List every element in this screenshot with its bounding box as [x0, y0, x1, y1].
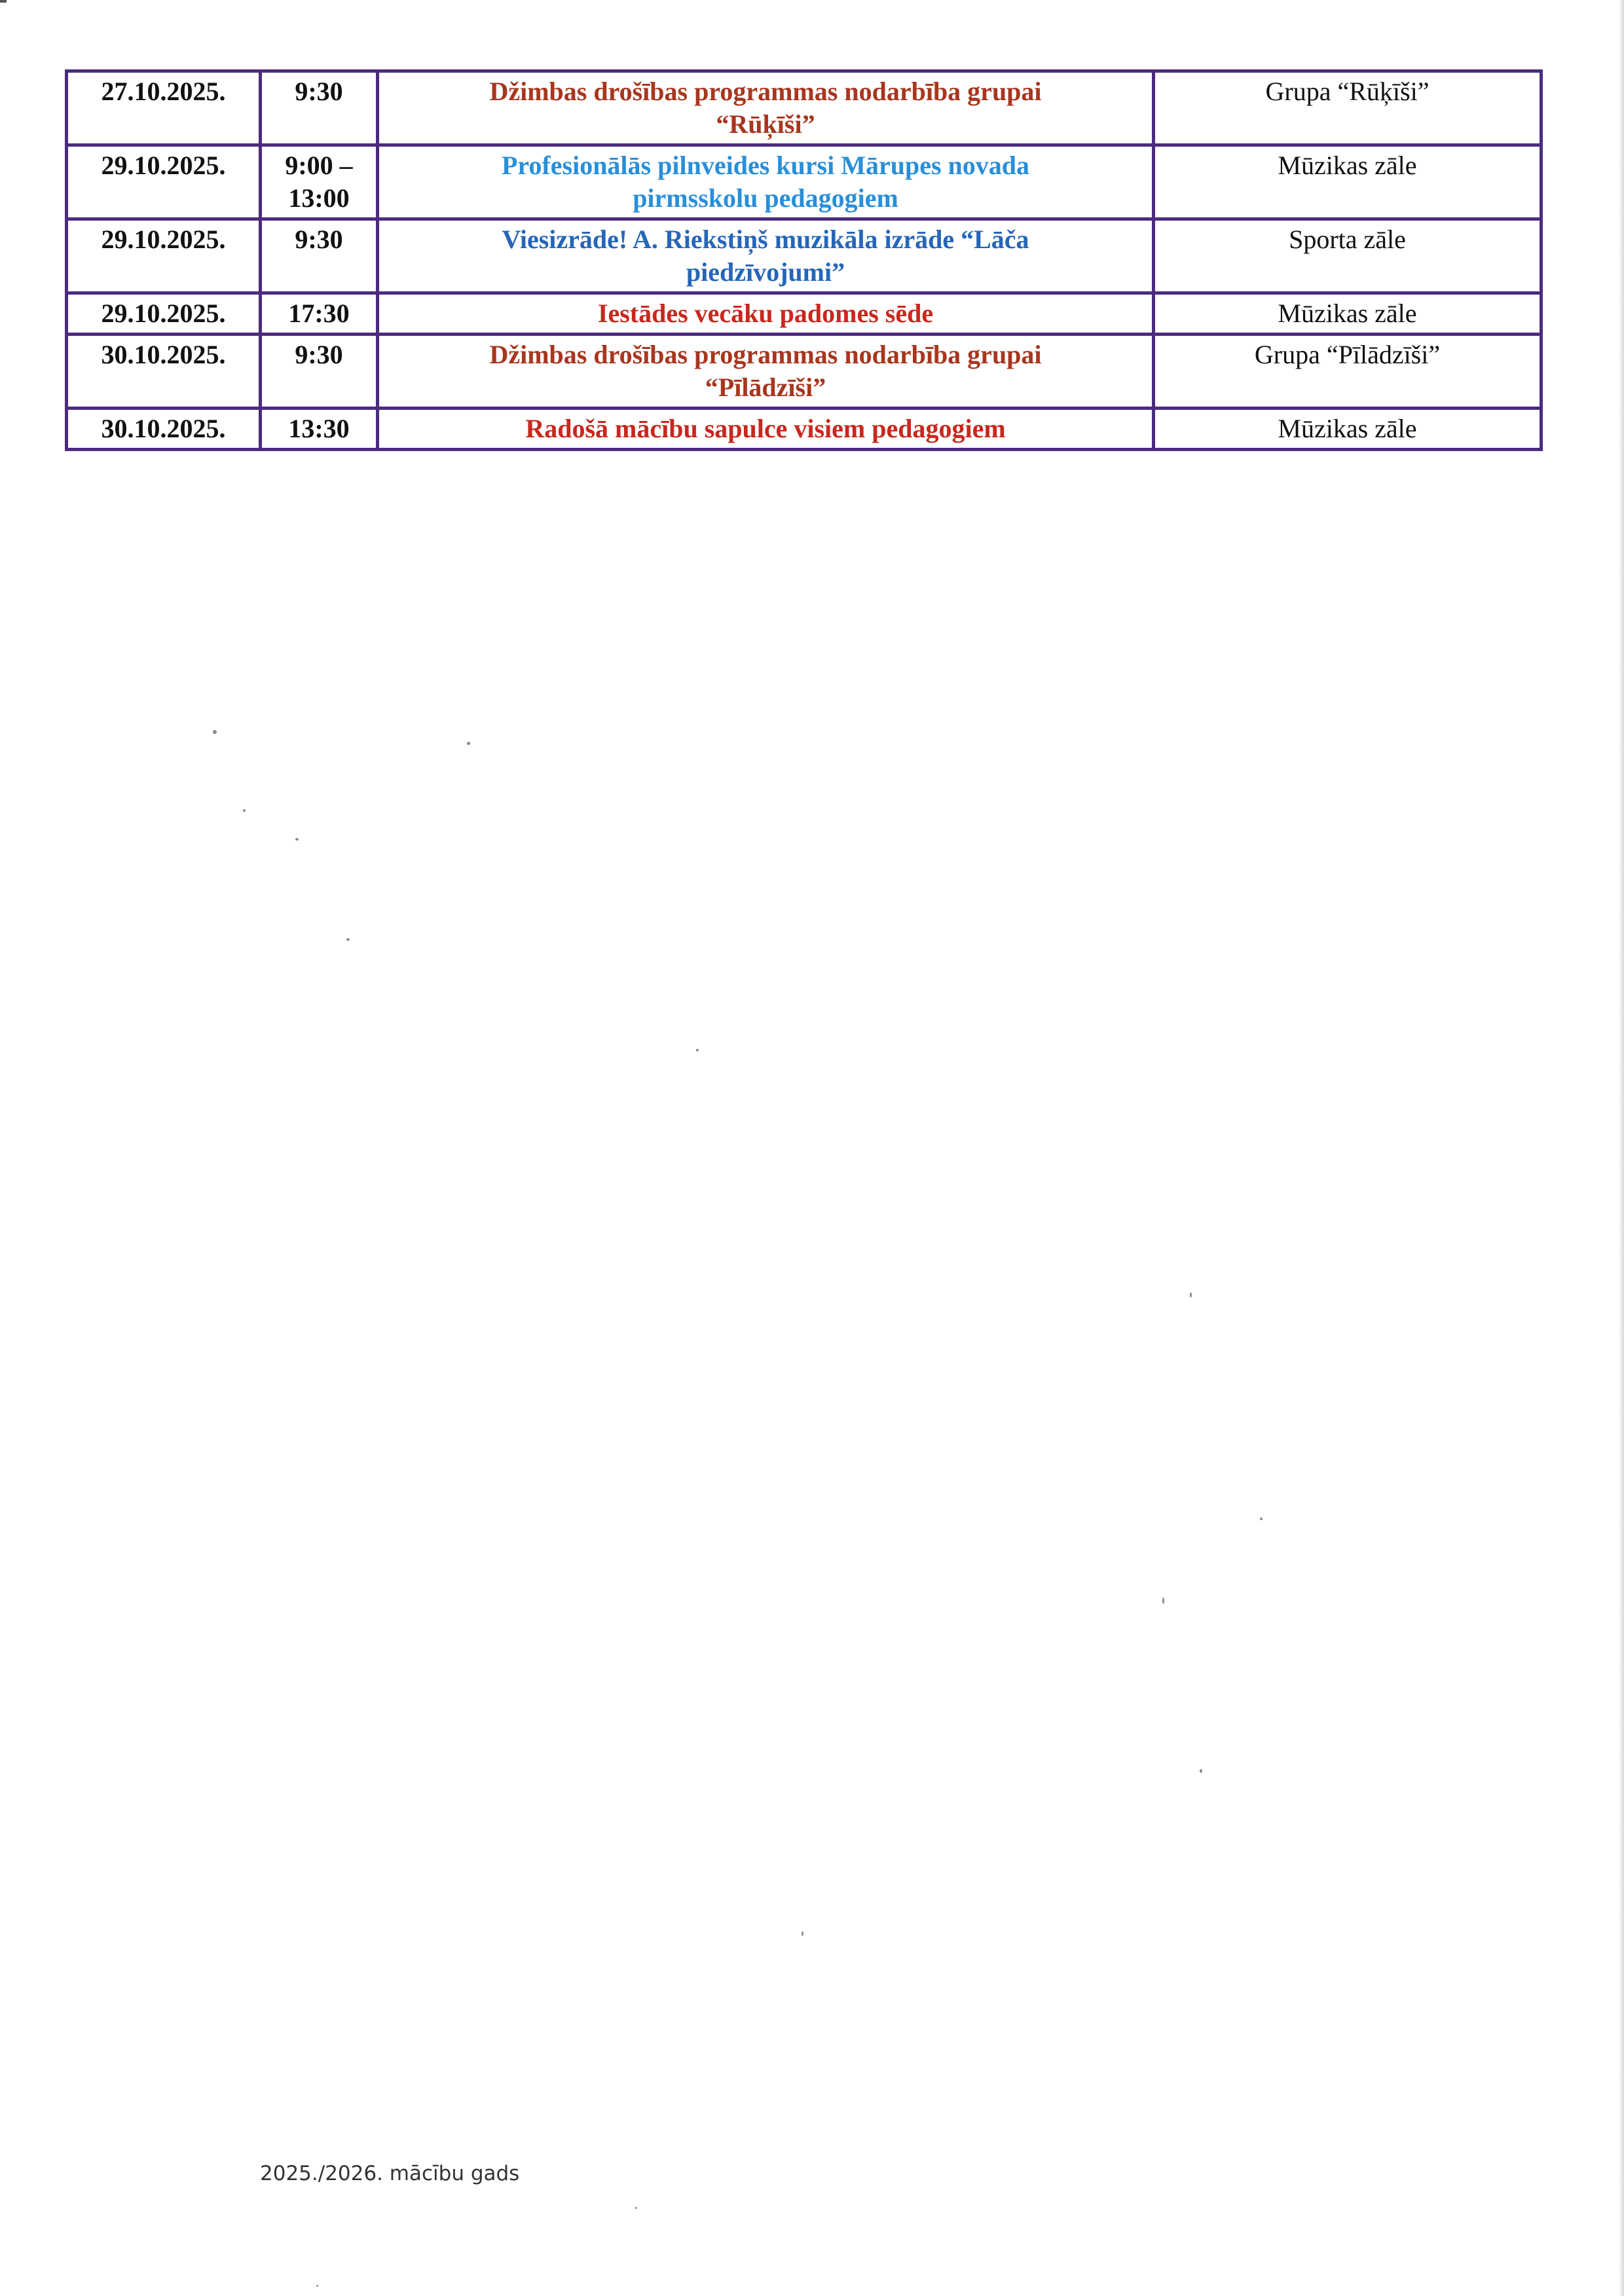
- event-date: 27.10.2025.: [67, 71, 261, 145]
- event-date: 29.10.2025.: [67, 145, 261, 219]
- event-time: 9:30: [261, 335, 378, 409]
- event-time: 9:30: [261, 219, 378, 293]
- event-location: Grupa “Rūķīši”: [1154, 71, 1541, 145]
- scan-speck: [295, 838, 299, 841]
- scan-speck: [802, 1931, 803, 1936]
- academic-year-footer: 2025./2026. mācību gads: [260, 2162, 520, 2185]
- event-location: Sporta zāle: [1154, 219, 1541, 293]
- scan-speck: [696, 1049, 699, 1051]
- table-row: [67, 409, 1541, 450]
- scan-speck: [467, 742, 470, 745]
- scan-speck: [213, 730, 217, 734]
- event-date: 30.10.2025.: [67, 335, 261, 409]
- event-date: 30.10.2025.: [67, 409, 261, 450]
- event-location: Grupa “Pīlādzīši”: [1154, 335, 1541, 409]
- table-row: [67, 219, 1541, 293]
- event-title: [378, 335, 1154, 409]
- event-date: 29.10.2025.: [67, 219, 261, 293]
- scan-speck: [1200, 1769, 1202, 1773]
- scan-edge-shadow: [1619, 0, 1624, 2296]
- events-schedule-table: [65, 69, 1543, 451]
- event-title-line: Džimbas drošības programmas nodarbība grupai: [489, 77, 1042, 106]
- event-time: 13:30: [261, 409, 378, 450]
- scan-speck: [243, 809, 246, 812]
- event-title: [378, 219, 1154, 293]
- event-title: [378, 293, 1154, 335]
- event-title-line: piedzīvojumi”: [686, 257, 845, 287]
- event-title-line: “Pīlādzīši”: [705, 373, 826, 402]
- event-time: 9:30: [261, 71, 378, 145]
- event-location: Mūzikas zāle: [1154, 145, 1541, 219]
- event-time-line: 13:00: [288, 183, 350, 213]
- table-row: [67, 335, 1541, 409]
- event-title: [378, 145, 1154, 219]
- table-row: [67, 293, 1541, 335]
- event-location: Mūzikas zāle: [1154, 409, 1541, 450]
- event-title: [378, 409, 1154, 450]
- event-date: 29.10.2025.: [67, 293, 261, 335]
- event-title-line: Džimbas drošības programmas nodarbība grupai: [489, 340, 1042, 369]
- scan-speck: [346, 938, 350, 941]
- event-title: [378, 71, 1154, 145]
- scan-speck: [1190, 1292, 1192, 1298]
- scan-speck: [316, 2285, 318, 2287]
- event-time-line: 9:00 –: [285, 151, 353, 180]
- event-title-line: “Rūķīši”: [716, 109, 815, 139]
- scan-mark: [0, 0, 7, 3]
- scan-speck: [1260, 1518, 1263, 1520]
- event-title-line: Viesizrāde! A. Riekstiņš muzikāla izrāde “Lāča: [502, 225, 1029, 254]
- event-title-line: Radošā mācību sapulce visiem pedagogiem: [525, 414, 1006, 443]
- event-time: [261, 145, 378, 219]
- event-time: 17:30: [261, 293, 378, 335]
- event-title-line: pirmsskolu pedagogiem: [633, 183, 898, 213]
- scan-speck: [635, 2207, 637, 2209]
- event-title-line: Iestādes vecāku padomes sēde: [597, 299, 934, 328]
- event-location: Mūzikas zāle: [1154, 293, 1541, 335]
- table-row: [67, 71, 1541, 145]
- scan-speck: [1162, 1597, 1164, 1604]
- table-row: [67, 145, 1541, 219]
- event-title-line: Profesionālās pilnveides kursi Mārupes novada: [501, 151, 1030, 180]
